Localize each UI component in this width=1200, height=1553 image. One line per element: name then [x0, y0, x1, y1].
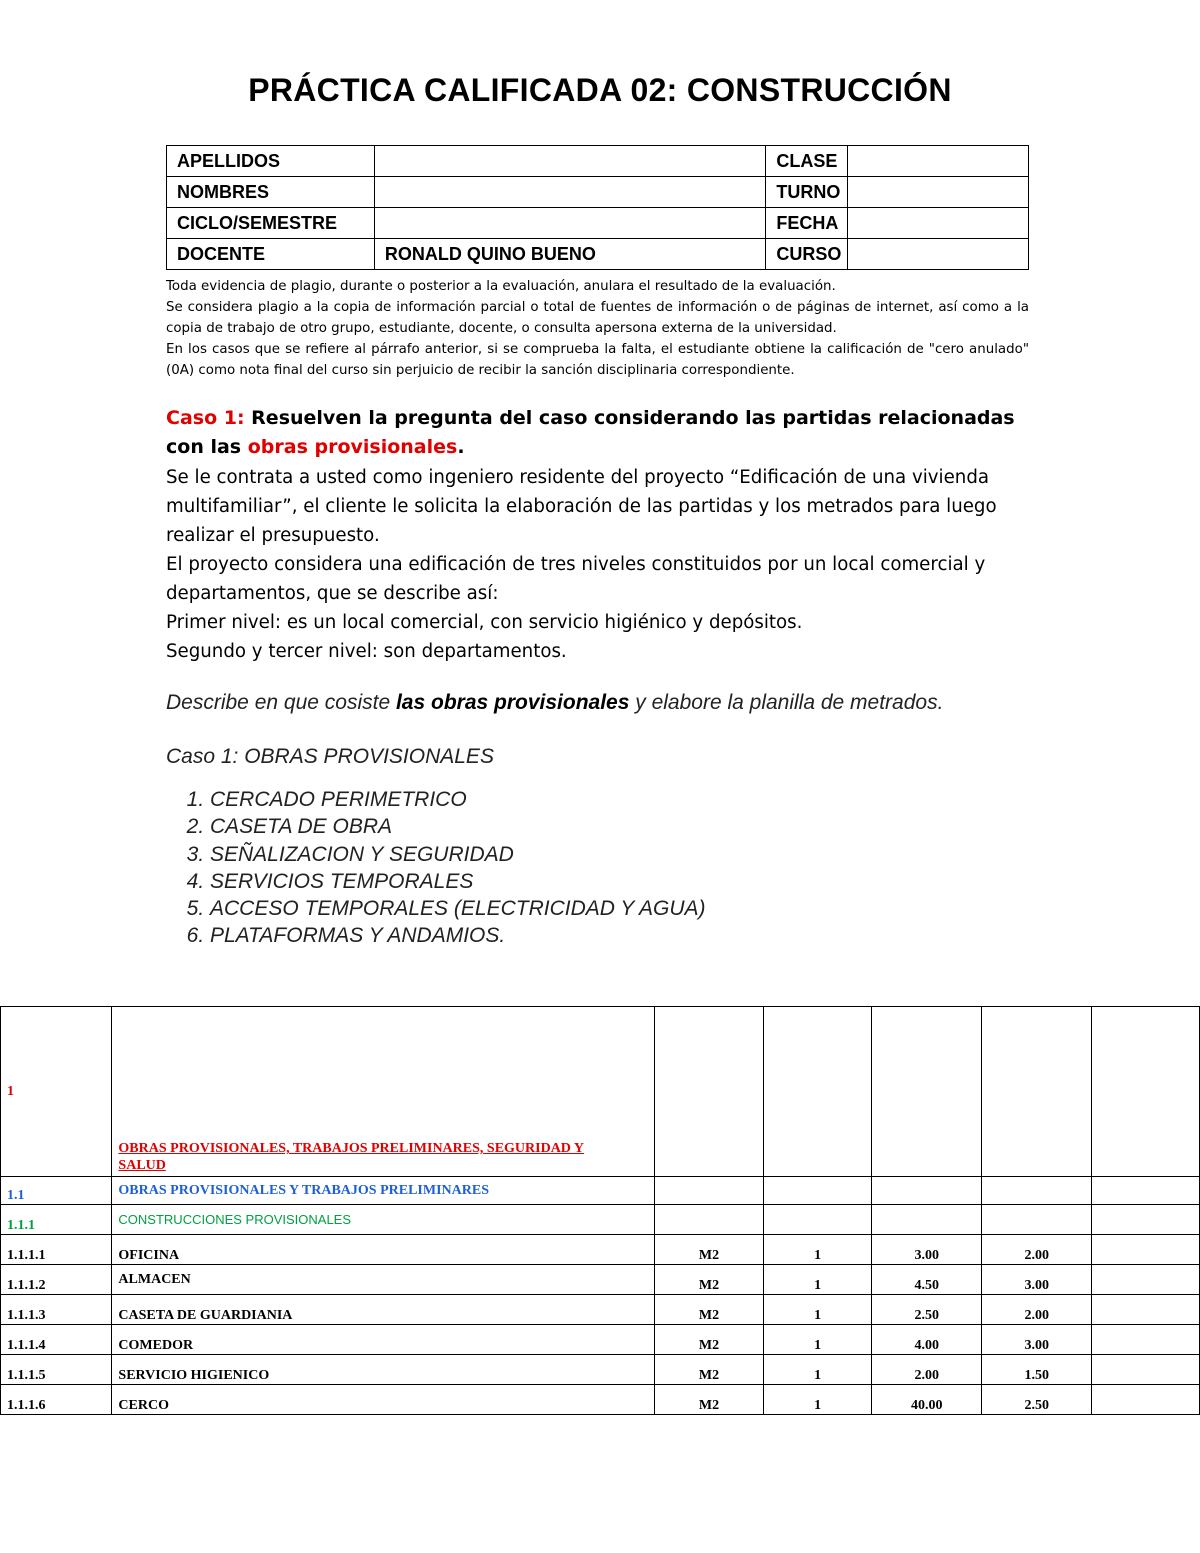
item-length: 4.00: [872, 1325, 982, 1355]
item-length: 40.00: [872, 1385, 982, 1415]
item-code: 1.1.1.6: [1, 1385, 112, 1415]
notice-paragraph: Toda evidencia de plagio, durante o posterior a la evaluación, anulara el resultado de la evaluación.: [166, 279, 836, 294]
item-length: 2.50: [872, 1295, 982, 1325]
item-unit: M2: [654, 1235, 763, 1265]
item-code: 1.1.1.4: [1, 1325, 112, 1355]
info-row: [167, 146, 1029, 177]
item-width: 1.50: [982, 1355, 1092, 1385]
prompt-bold: las obras provisionales: [395, 691, 630, 714]
item-code: 1.1.1.3: [1, 1295, 112, 1325]
item-width: 2.00: [982, 1235, 1092, 1265]
case-heading: [166, 404, 1046, 462]
info-label: CICLO/SEMESTRE: [167, 208, 375, 239]
item-length: 2.00: [872, 1355, 982, 1385]
table-row: [1, 1235, 1200, 1265]
prompt-pre: Describe en que cosiste: [166, 691, 396, 714]
list-item: 3. SEÑALIZACION Y SEGURIDAD: [210, 841, 706, 868]
info-row: [167, 208, 1029, 239]
table-row: [1, 1177, 1200, 1205]
student-info-table: [166, 145, 1029, 270]
item-width: 2.50: [982, 1385, 1092, 1415]
prompt-post: y elabore la planilla de metrados.: [629, 691, 944, 714]
list-item: 5. ACCESO TEMPORALES (ELECTRICIDAD Y AGUA): [210, 895, 706, 922]
item-description: CASETA DE GUARDIANIA: [112, 1295, 655, 1325]
item-description: CONSTRUCCIONES PROVISIONALES: [112, 1205, 655, 1235]
table-row: [1, 1325, 1200, 1355]
item-code: 1.1: [1, 1177, 112, 1205]
item-width: 2.00: [982, 1295, 1092, 1325]
item-code: 1.1.1.1: [1, 1235, 112, 1265]
info-value: [848, 146, 1029, 177]
info-value: [848, 239, 1029, 270]
info-value: RONALD QUINO BUENO: [374, 239, 765, 270]
item-description: SERVICIO HIGIENICO: [112, 1355, 655, 1385]
info-value: [848, 177, 1029, 208]
case-end: .: [457, 436, 465, 458]
item-qty: 1: [764, 1235, 872, 1265]
item-length: 3.00: [872, 1235, 982, 1265]
table-row: [1, 1355, 1200, 1385]
item-qty: 1: [764, 1355, 872, 1385]
info-value: [374, 208, 765, 239]
item-code: 1.1.1: [1, 1205, 112, 1235]
item-unit: M2: [654, 1325, 763, 1355]
case-paragraph: Se le contrata a usted como ingeniero residente del proyecto “Edificación de una vivienda multifamiliar”, el cliente le solicita la elaboración de las partidas y los metrados para luego realizar el presupuesto.: [166, 467, 997, 546]
case-highlight: obras provisionales: [247, 436, 458, 458]
case-label: Caso 1:: [166, 407, 245, 429]
item-code: 1.1.1.5: [1, 1355, 112, 1385]
answer-heading: Caso 1: OBRAS PROVISIONALES: [166, 745, 494, 768]
item-length: 4.50: [872, 1265, 982, 1295]
item-code: 1: [1, 1007, 112, 1177]
table-row: [1, 1265, 1200, 1295]
item-qty: 1: [764, 1325, 872, 1355]
item-qty: 1: [764, 1265, 872, 1295]
table-row: [1, 1205, 1200, 1235]
info-label: NOMBRES: [167, 177, 375, 208]
table-row: [1, 1295, 1200, 1325]
case-paragraph: El proyecto considera una edificación de tres niveles constituidos por un local comercial y departamentos, que se describe así:: [166, 554, 986, 604]
item-description: ALMACEN: [112, 1265, 655, 1295]
case-paragraph: Primer nivel: es un local comercial, con servicio higiénico y depósitos.: [166, 612, 803, 633]
info-label: APELLIDOS: [167, 146, 375, 177]
item-qty: 1: [764, 1385, 872, 1415]
info-label: CURSO: [766, 239, 848, 270]
case-paragraph: Segundo y tercer nivel: son departamentos.: [166, 641, 567, 662]
table-row: [1, 1007, 1200, 1177]
info-label: FECHA: [766, 208, 848, 239]
info-label: DOCENTE: [167, 239, 375, 270]
table-row: [1, 1385, 1200, 1415]
case-description: [166, 463, 1046, 666]
item-unit: M2: [654, 1355, 763, 1385]
info-label: TURNO: [766, 177, 848, 208]
metrado-table: [0, 1006, 1200, 1415]
list-item: 2. CASETA DE OBRA: [210, 813, 706, 840]
item-width: 3.00: [982, 1325, 1092, 1355]
info-value: [848, 208, 1029, 239]
info-label: CLASE: [766, 146, 848, 177]
question-prompt: [166, 689, 1030, 716]
info-value: [374, 177, 765, 208]
item-width: 3.00: [982, 1265, 1092, 1295]
item-description: CERCO: [112, 1385, 655, 1415]
item-description: COMEDOR: [112, 1325, 655, 1355]
info-row: [167, 239, 1029, 270]
item-unit: M2: [654, 1385, 763, 1415]
info-value: [374, 146, 765, 177]
item-code: 1.1.1.2: [1, 1265, 112, 1295]
page-title: PRÁCTICA CALIFICADA 02: CONSTRUCCIÓN: [248, 72, 952, 108]
item-unit: M2: [654, 1265, 763, 1295]
notice-paragraph: En los casos que se refiere al párrafo anterior, si se comprueba la falta, el estudiante obtiene la calificación de "cero anulado" (0A) como nota final del curso sin perjuicio de recibir la sanción disciplinaria correspondiente.: [166, 342, 1029, 378]
plagiarism-notice: [166, 276, 1029, 381]
list-item: 6. PLATAFORMAS Y ANDAMIOS.: [210, 922, 706, 949]
case-instruction: Resuelven la pregunta del caso considerando las partidas relacionadas con las: [166, 407, 1015, 458]
item-description: OFICINA: [112, 1235, 655, 1265]
info-row: [167, 177, 1029, 208]
answer-list: [166, 786, 706, 950]
item-unit: M2: [654, 1295, 763, 1325]
item-description: OBRAS PROVISIONALES, TRABAJOS PRELIMINARES, SEGURIDAD Y SALUD: [112, 1007, 655, 1177]
list-item: 4. SERVICIOS TEMPORALES: [210, 868, 706, 895]
item-description: OBRAS PROVISIONALES Y TRABAJOS PRELIMINARES: [112, 1177, 655, 1205]
notice-paragraph: Se considera plagio a la copia de información parcial o total de fuentes de información o de páginas de internet, así como a la copia de trabajo de otro grupo, estudiante, docente, o consulta apersona externa de la universidad.: [166, 300, 1029, 336]
item-qty: 1: [764, 1295, 872, 1325]
list-item: 1. CERCADO PERIMETRICO: [210, 786, 706, 813]
